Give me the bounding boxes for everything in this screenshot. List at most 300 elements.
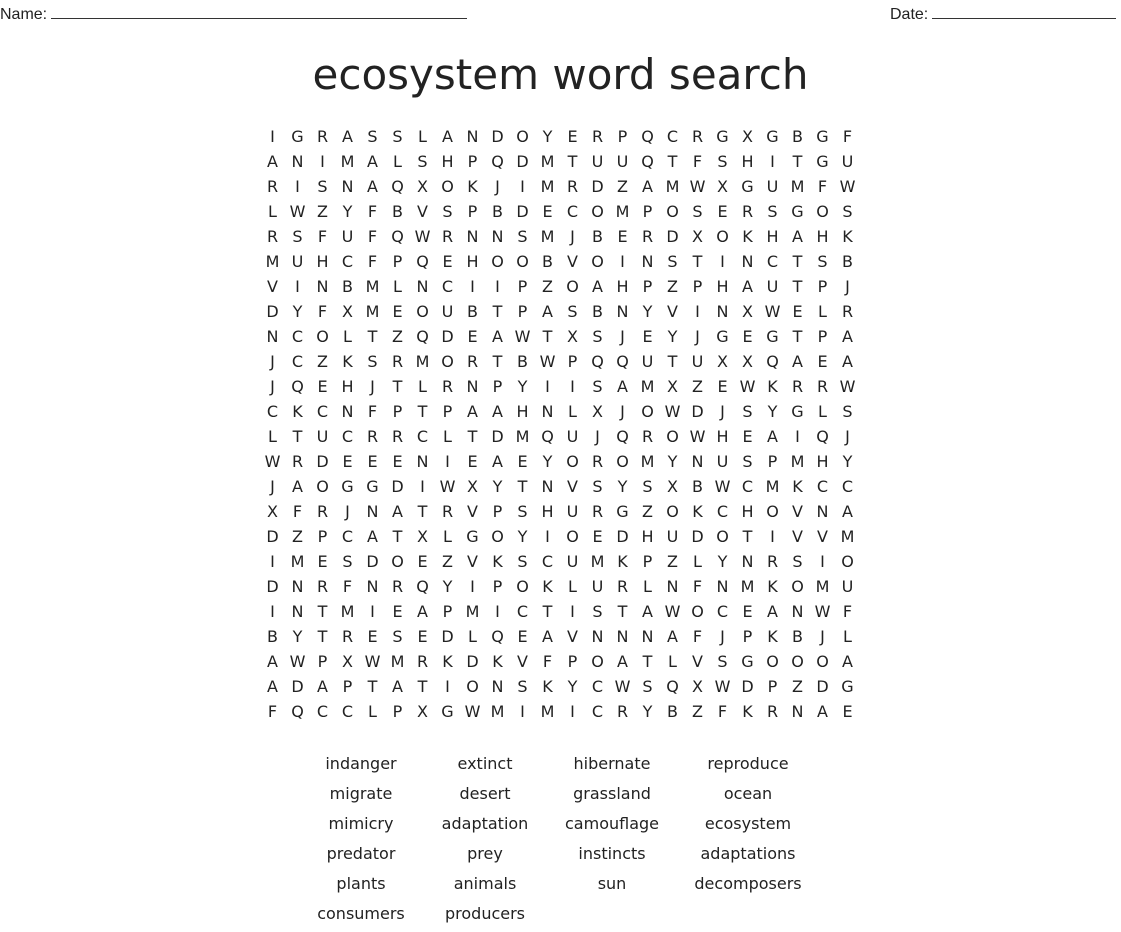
grid-letter[interactable]: Z (667, 552, 678, 571)
grid-letter[interactable]: S (742, 402, 753, 421)
grid-letter[interactable]: U (666, 527, 679, 546)
grid-letter[interactable]: H (616, 277, 629, 296)
grid-letter[interactable]: T (367, 677, 378, 696)
grid-letter[interactable]: I (695, 302, 700, 321)
grid-letter[interactable]: Q (591, 352, 604, 371)
grid-letter[interactable]: A (542, 627, 553, 646)
grid-letter[interactable]: S (367, 352, 378, 371)
grid-letter[interactable]: I (520, 177, 525, 196)
grid-letter[interactable]: W (414, 227, 431, 246)
grid-letter[interactable]: X (342, 302, 353, 321)
grid-letter[interactable]: A (492, 402, 503, 421)
grid-letter[interactable]: O (566, 277, 579, 296)
grid-letter[interactable]: K (767, 627, 778, 646)
grid-letter[interactable]: Y (567, 677, 578, 696)
grid-letter[interactable]: R (391, 352, 404, 371)
grid-letter[interactable]: J (720, 627, 725, 646)
grid-letter[interactable]: L (668, 652, 677, 671)
grid-letter[interactable]: Y (767, 402, 778, 421)
grid-letter[interactable]: R (416, 652, 429, 671)
grid-letter[interactable]: G (791, 402, 804, 421)
grid-letter[interactable]: N (716, 302, 729, 321)
grid-letter[interactable]: C (341, 702, 354, 721)
grid-letter[interactable]: B (592, 227, 603, 246)
grid-letter[interactable]: G (841, 677, 854, 696)
grid-letter[interactable]: C (341, 252, 354, 271)
grid-letter[interactable]: N (341, 402, 354, 421)
grid-letter[interactable]: O (816, 652, 829, 671)
grid-letter[interactable]: D (441, 627, 454, 646)
grid-letter[interactable]: T (417, 402, 428, 421)
grid-letter[interactable]: X (742, 127, 753, 146)
grid-letter[interactable]: Z (442, 552, 453, 571)
grid-letter[interactable]: I (270, 602, 275, 621)
grid-letter[interactable]: R (341, 627, 354, 646)
grid-letter[interactable]: B (692, 477, 703, 496)
grid-letter[interactable]: D (691, 402, 704, 421)
grid-letter[interactable]: N (741, 552, 754, 571)
grid-letter[interactable]: I (570, 377, 575, 396)
grid-letter[interactable]: J (695, 327, 700, 346)
grid-letter[interactable]: C (516, 602, 529, 621)
grid-letter[interactable]: T (692, 252, 703, 271)
grid-letter[interactable]: A (617, 652, 628, 671)
grid-letter[interactable]: L (843, 627, 852, 646)
grid-letter[interactable]: F (717, 702, 728, 721)
grid-letter[interactable]: R (441, 227, 454, 246)
grid-letter[interactable]: K (542, 577, 553, 596)
grid-letter[interactable]: O (491, 527, 504, 546)
grid-letter[interactable]: L (468, 627, 477, 646)
grid-letter[interactable]: X (692, 677, 703, 696)
grid-letter[interactable]: N (466, 127, 479, 146)
grid-letter[interactable]: W (364, 652, 381, 671)
grid-letter[interactable]: S (817, 252, 828, 271)
grid-letter[interactable]: W (464, 702, 481, 721)
grid-letter[interactable]: A (267, 677, 278, 696)
grid-letter[interactable]: X (742, 352, 753, 371)
grid-letter[interactable]: S (517, 677, 528, 696)
grid-letter[interactable]: I (770, 527, 775, 546)
grid-letter[interactable]: F (267, 702, 278, 721)
grid-letter[interactable]: P (492, 577, 503, 596)
grid-letter[interactable]: Z (692, 377, 703, 396)
grid-letter[interactable]: A (642, 177, 653, 196)
grid-letter[interactable]: T (392, 527, 403, 546)
grid-letter[interactable]: X (342, 652, 353, 671)
grid-letter[interactable]: R (291, 452, 304, 471)
grid-letter[interactable]: N (291, 602, 304, 621)
grid-letter[interactable]: M (290, 552, 305, 571)
grid-letter[interactable]: U (716, 452, 729, 471)
grid-letter[interactable]: P (517, 302, 528, 321)
grid-letter[interactable]: V (567, 627, 578, 646)
grid-letter[interactable]: P (392, 702, 403, 721)
grid-letter[interactable]: D (316, 452, 329, 471)
grid-letter[interactable]: T (792, 327, 803, 346)
grid-letter[interactable]: R (641, 227, 654, 246)
grid-letter[interactable]: I (470, 577, 475, 596)
grid-letter[interactable]: W (839, 177, 856, 196)
grid-letter[interactable]: N (491, 227, 504, 246)
grid-letter[interactable]: U (441, 302, 454, 321)
grid-letter[interactable]: T (492, 352, 503, 371)
grid-letter[interactable]: Y (667, 452, 678, 471)
grid-letter[interactable]: E (517, 627, 528, 646)
grid-letter[interactable]: J (270, 477, 275, 496)
grid-letter[interactable]: M (790, 452, 805, 471)
grid-letter[interactable]: P (467, 152, 478, 171)
grid-letter[interactable]: F (367, 227, 378, 246)
grid-letter[interactable]: N (616, 627, 629, 646)
grid-letter[interactable]: O (441, 352, 454, 371)
grid-letter[interactable]: I (270, 552, 275, 571)
grid-letter[interactable]: W (714, 677, 731, 696)
grid-letter[interactable]: N (791, 602, 804, 621)
grid-letter[interactable]: Q (616, 352, 629, 371)
grid-letter[interactable]: E (742, 427, 753, 446)
grid-letter[interactable]: W (689, 427, 706, 446)
grid-letter[interactable]: C (416, 427, 429, 446)
grid-letter[interactable]: K (767, 377, 778, 396)
grid-letter[interactable]: A (817, 702, 828, 721)
grid-letter[interactable]: T (567, 152, 578, 171)
date-field[interactable] (890, 4, 1116, 24)
grid-letter[interactable]: Y (842, 452, 853, 471)
grid-letter[interactable]: U (766, 277, 779, 296)
grid-letter[interactable]: Z (317, 202, 328, 221)
grid-letter[interactable]: I (445, 452, 450, 471)
grid-letter[interactable]: S (742, 452, 753, 471)
grid-letter[interactable]: T (367, 327, 378, 346)
grid-letter[interactable]: O (816, 202, 829, 221)
grid-letter[interactable]: R (841, 302, 854, 321)
grid-letter[interactable]: B (542, 252, 553, 271)
grid-letter[interactable]: X (467, 477, 478, 496)
grid-letter[interactable]: M (765, 477, 780, 496)
grid-letter[interactable]: K (342, 352, 353, 371)
grid-letter[interactable]: T (542, 602, 553, 621)
grid-letter[interactable]: K (442, 652, 453, 671)
grid-letter[interactable]: Q (391, 177, 404, 196)
grid-letter[interactable]: W (664, 602, 681, 621)
grid-letter[interactable]: H (541, 502, 554, 521)
grid-letter[interactable]: O (666, 202, 679, 221)
grid-letter[interactable]: T (317, 602, 328, 621)
grid-letter[interactable]: T (542, 327, 553, 346)
grid-letter[interactable]: I (445, 677, 450, 696)
grid-letter[interactable]: N (366, 502, 379, 521)
grid-letter[interactable]: T (792, 277, 803, 296)
grid-letter[interactable]: K (742, 702, 753, 721)
grid-letter[interactable]: M (540, 227, 555, 246)
grid-letter[interactable]: C (841, 477, 854, 496)
grid-letter[interactable]: T (417, 677, 428, 696)
grid-letter[interactable]: A (492, 452, 503, 471)
grid-letter[interactable]: W (264, 452, 281, 471)
grid-letter[interactable]: C (666, 127, 679, 146)
grid-letter[interactable]: F (317, 227, 328, 246)
grid-letter[interactable]: R (591, 127, 604, 146)
grid-letter[interactable]: O (466, 677, 479, 696)
grid-letter[interactable]: N (816, 502, 829, 521)
grid-letter[interactable]: D (266, 577, 279, 596)
grid-letter[interactable]: S (517, 552, 528, 571)
grid-letter[interactable]: I (295, 277, 300, 296)
grid-letter[interactable]: G (441, 702, 454, 721)
grid-letter[interactable]: M (415, 352, 430, 371)
grid-letter[interactable]: O (516, 577, 529, 596)
grid-letter[interactable]: O (391, 552, 404, 571)
grid-letter[interactable]: E (417, 627, 428, 646)
grid-letter[interactable]: Z (292, 527, 303, 546)
grid-letter[interactable]: D (491, 127, 504, 146)
grid-letter[interactable]: R (316, 127, 329, 146)
grid-letter[interactable]: G (766, 327, 779, 346)
grid-letter[interactable]: M (790, 177, 805, 196)
grid-letter[interactable]: V (692, 652, 703, 671)
grid-letter[interactable]: W (689, 177, 706, 196)
grid-letter[interactable]: E (742, 602, 753, 621)
grid-letter[interactable]: C (291, 352, 304, 371)
grid-letter[interactable]: A (792, 227, 803, 246)
grid-letter[interactable]: E (792, 302, 803, 321)
grid-letter[interactable]: E (742, 327, 753, 346)
grid-letter[interactable]: Y (492, 477, 503, 496)
grid-letter[interactable]: Q (491, 627, 504, 646)
grid-letter[interactable]: E (392, 452, 403, 471)
grid-letter[interactable]: M (365, 302, 380, 321)
grid-letter[interactable]: S (667, 252, 678, 271)
grid-letter[interactable]: S (392, 627, 403, 646)
grid-letter[interactable]: E (842, 702, 853, 721)
grid-letter[interactable]: O (716, 527, 729, 546)
grid-letter[interactable]: X (717, 352, 728, 371)
grid-letter[interactable]: O (566, 452, 579, 471)
grid-letter[interactable]: S (767, 202, 778, 221)
grid-letter[interactable]: Z (792, 677, 803, 696)
grid-letter[interactable]: J (270, 377, 275, 396)
grid-letter[interactable]: J (270, 352, 275, 371)
grid-letter[interactable]: N (641, 627, 654, 646)
grid-letter[interactable]: E (367, 627, 378, 646)
grid-letter[interactable]: H (816, 452, 829, 471)
grid-letter[interactable]: G (816, 152, 829, 171)
grid-letter[interactable]: F (367, 252, 378, 271)
grid-letter[interactable]: N (491, 677, 504, 696)
grid-letter[interactable]: T (667, 352, 678, 371)
grid-letter[interactable]: Q (816, 427, 829, 446)
grid-letter[interactable]: U (841, 577, 854, 596)
grid-letter[interactable]: A (842, 502, 853, 521)
grid-letter[interactable]: G (816, 127, 829, 146)
grid-letter[interactable]: W (664, 402, 681, 421)
grid-letter[interactable]: N (466, 377, 479, 396)
grid-letter[interactable]: Z (392, 327, 403, 346)
grid-letter[interactable]: L (418, 377, 427, 396)
grid-letter[interactable]: R (266, 177, 279, 196)
grid-letter[interactable]: N (416, 452, 429, 471)
grid-letter[interactable]: Y (542, 127, 553, 146)
grid-letter[interactable]: E (317, 377, 328, 396)
grid-letter[interactable]: E (817, 352, 828, 371)
grid-letter[interactable]: V (567, 477, 578, 496)
grid-letter[interactable]: T (517, 477, 528, 496)
grid-letter[interactable]: O (591, 652, 604, 671)
grid-letter[interactable]: I (320, 152, 325, 171)
grid-letter[interactable]: X (417, 527, 428, 546)
grid-letter[interactable]: A (592, 277, 603, 296)
grid-letter[interactable]: U (841, 152, 854, 171)
grid-letter[interactable]: F (367, 202, 378, 221)
grid-letter[interactable]: D (516, 202, 529, 221)
grid-letter[interactable]: Q (291, 702, 304, 721)
grid-letter[interactable]: V (792, 502, 803, 521)
grid-letter[interactable]: L (643, 577, 652, 596)
grid-letter[interactable]: R (316, 577, 329, 596)
grid-letter[interactable]: F (692, 627, 703, 646)
grid-letter[interactable]: O (766, 502, 779, 521)
grid-letter[interactable]: M (265, 252, 280, 271)
grid-letter[interactable]: P (642, 552, 653, 571)
grid-letter[interactable]: O (766, 652, 779, 671)
grid-letter[interactable]: J (820, 627, 825, 646)
grid-letter[interactable]: Q (416, 327, 429, 346)
grid-letter[interactable]: U (591, 152, 604, 171)
grid-letter[interactable]: S (717, 152, 728, 171)
grid-letter[interactable]: Y (517, 377, 528, 396)
grid-letter[interactable]: S (592, 327, 603, 346)
grid-letter[interactable]: R (466, 352, 479, 371)
grid-letter[interactable]: P (392, 402, 403, 421)
grid-letter[interactable]: L (268, 427, 277, 446)
grid-letter[interactable]: L (268, 202, 277, 221)
grid-letter[interactable]: V (567, 252, 578, 271)
grid-letter[interactable]: I (795, 427, 800, 446)
grid-letter[interactable]: P (517, 277, 528, 296)
grid-letter[interactable]: A (742, 277, 753, 296)
grid-letter[interactable]: P (342, 677, 353, 696)
grid-letter[interactable]: V (792, 527, 803, 546)
grid-letter[interactable]: J (620, 402, 625, 421)
grid-letter[interactable]: D (391, 477, 404, 496)
grid-letter[interactable]: B (392, 202, 403, 221)
grid-letter[interactable]: O (566, 527, 579, 546)
grid-letter[interactable]: G (466, 527, 479, 546)
grid-letter[interactable]: O (791, 577, 804, 596)
grid-letter[interactable]: N (541, 477, 554, 496)
grid-letter[interactable]: E (517, 452, 528, 471)
grid-letter[interactable]: U (291, 252, 304, 271)
grid-letter[interactable]: I (545, 527, 550, 546)
grid-letter[interactable]: Q (491, 152, 504, 171)
grid-letter[interactable]: N (341, 177, 354, 196)
grid-letter[interactable]: X (692, 227, 703, 246)
grid-letter[interactable]: U (591, 577, 604, 596)
grid-letter[interactable]: W (764, 302, 781, 321)
grid-letter[interactable]: L (818, 302, 827, 321)
grid-letter[interactable]: G (741, 177, 754, 196)
grid-letter[interactable]: P (317, 652, 328, 671)
grid-letter[interactable]: L (393, 152, 402, 171)
grid-letter[interactable]: A (842, 652, 853, 671)
grid-letter[interactable]: W (439, 477, 456, 496)
name-field[interactable] (0, 4, 467, 24)
grid-letter[interactable]: R (816, 377, 829, 396)
grid-letter[interactable]: A (417, 602, 428, 621)
grid-letter[interactable]: V (417, 202, 428, 221)
grid-letter[interactable]: C (291, 327, 304, 346)
grid-letter[interactable]: A (367, 177, 378, 196)
grid-letter[interactable]: J (720, 402, 725, 421)
grid-letter[interactable]: A (317, 677, 328, 696)
grid-letter[interactable]: Z (667, 277, 678, 296)
grid-letter[interactable]: Y (542, 452, 553, 471)
grid-letter[interactable]: Z (617, 177, 628, 196)
grid-letter[interactable]: C (441, 277, 454, 296)
grid-letter[interactable]: I (370, 602, 375, 621)
grid-letter[interactable]: Y (292, 302, 303, 321)
grid-letter[interactable]: A (292, 477, 303, 496)
grid-letter[interactable]: X (667, 477, 678, 496)
grid-letter[interactable]: V (267, 277, 278, 296)
grid-letter[interactable]: Q (391, 227, 404, 246)
grid-letter[interactable]: V (467, 502, 478, 521)
grid-letter[interactable]: B (792, 627, 803, 646)
grid-letter[interactable]: D (441, 327, 454, 346)
grid-letter[interactable]: R (391, 427, 404, 446)
grid-letter[interactable]: W (814, 602, 831, 621)
grid-letter[interactable]: M (640, 452, 655, 471)
grid-letter[interactable]: D (266, 302, 279, 321)
grid-letter[interactable]: E (467, 327, 478, 346)
grid-letter[interactable]: W (514, 327, 531, 346)
grid-letter[interactable]: R (316, 502, 329, 521)
grid-letter[interactable]: D (466, 652, 479, 671)
grid-letter[interactable]: U (566, 552, 579, 571)
grid-letter[interactable]: X (717, 177, 728, 196)
grid-letter[interactable]: P (392, 252, 403, 271)
grid-letter[interactable]: S (317, 177, 328, 196)
grid-letter[interactable]: Y (292, 627, 303, 646)
grid-letter[interactable]: N (791, 702, 804, 721)
grid-letter[interactable]: C (541, 552, 554, 571)
grid-letter[interactable]: M (815, 577, 830, 596)
grid-letter[interactable]: U (691, 352, 704, 371)
grid-letter[interactable]: C (816, 477, 829, 496)
grid-letter[interactable]: D (816, 677, 829, 696)
grid-letter[interactable]: S (592, 602, 603, 621)
grid-letter[interactable]: A (442, 127, 453, 146)
grid-letter[interactable]: Q (641, 127, 654, 146)
grid-letter[interactable]: U (341, 227, 354, 246)
grid-letter[interactable]: A (267, 152, 278, 171)
grid-letter[interactable]: L (343, 327, 352, 346)
grid-letter[interactable]: L (443, 527, 452, 546)
grid-letter[interactable]: K (767, 577, 778, 596)
grid-letter[interactable]: A (842, 327, 853, 346)
grid-letter[interactable]: M (590, 552, 605, 571)
grid-letter[interactable]: S (292, 227, 303, 246)
grid-letter[interactable]: Y (342, 202, 353, 221)
grid-letter[interactable]: W (839, 377, 856, 396)
grid-letter[interactable]: R (641, 427, 654, 446)
grid-letter[interactable]: E (467, 452, 478, 471)
grid-letter[interactable]: F (292, 502, 303, 521)
grid-letter[interactable]: H (316, 252, 329, 271)
grid-letter[interactable]: P (767, 677, 778, 696)
grid-letter[interactable]: F (842, 127, 853, 146)
